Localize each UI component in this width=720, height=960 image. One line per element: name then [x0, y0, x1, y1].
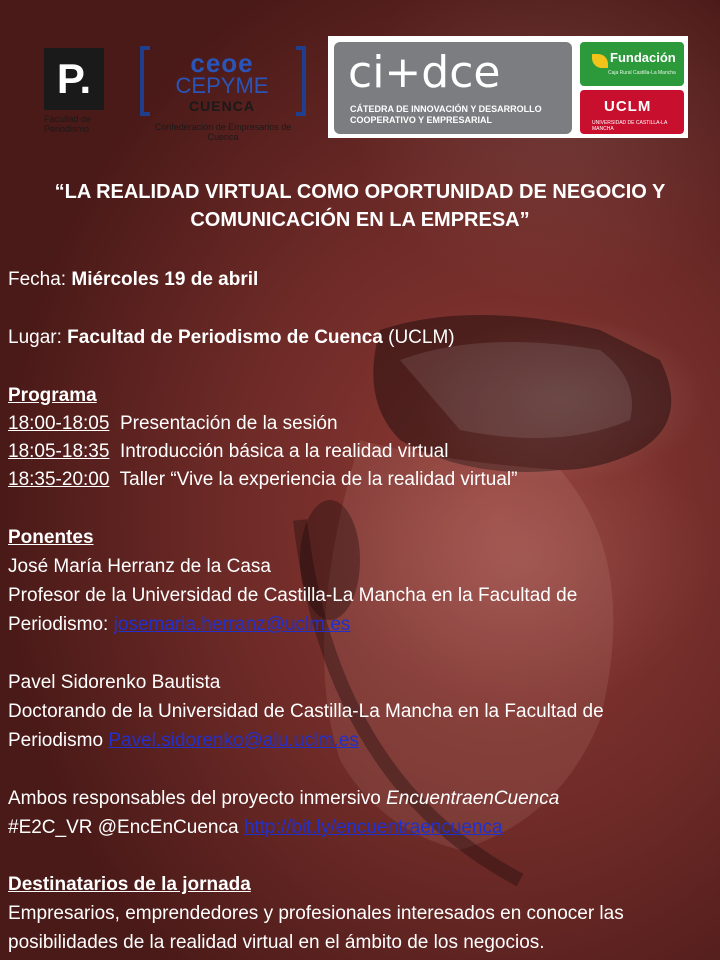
event-title: “LA REALIDAD VIRTUAL COMO OPORTUNIDAD DE NEGOCIO Y COMUNICACIÓN EN LA EMPRESA” — [54, 181, 666, 231]
proyecto-hashtags-line: #E2C_VR @EncEnCuenca http://bit.ly/encuentraencuenca — [8, 817, 503, 838]
cidce-fundacion-uclm-logos — [328, 36, 688, 138]
destinatarios-text: Empresarios, emprendedores y profesionales interesados en conocer las — [8, 903, 624, 924]
ponente-2-role-cont: Periodismo Pavel.sidorenko@alu.uclm.es — [8, 730, 359, 751]
proyecto-line: Ambos responsables del proyecto inmersivo EncuentraenCuenca — [8, 788, 560, 809]
ponente-1-role-cont: Periodismo: josemaria.herranz@uclm.es — [8, 614, 351, 635]
cidce-logo: ci+dce CÁTEDRA DE INNOVACIÓN Y DESARROLLO COOPERATIVO Y EMPRESARIAL — [334, 42, 572, 134]
fecha-line: Fecha: Miércoles 19 de abril — [8, 269, 259, 290]
ponente-2-role: Doctorando de la Universidad de Castilla-La Mancha en la Facultad de — [8, 701, 604, 722]
ceoe-cepyme-cuenca-logo: ceoe CEPYME CUENCA Confederación de Empresarios de Cuenca — [140, 46, 306, 138]
ponente-2-email-link[interactable]: Pavel.sidorenko@alu.uclm.es — [108, 730, 359, 751]
destinatarios-heading: Destinatarios de la jornada — [8, 874, 251, 895]
programa-heading: Programa — [8, 385, 97, 406]
ponente-1-name: José María Herranz de la Casa — [8, 556, 271, 577]
programa-item: 18:05-18:35 Introducción básica a la realidad virtual — [8, 441, 449, 462]
ponente-1-email-link[interactable]: josemaria.herranz@uclm.es — [113, 614, 351, 635]
ponente-1-role: Profesor de la Universidad de Castilla-La Mancha en la Facultad de — [8, 585, 578, 606]
destinatarios-text-cont: posibilidades de la realidad virtual en el ámbito de los negocios. — [8, 932, 545, 953]
programa-item: 18:00-18:05 Presentación de la sesión — [8, 413, 338, 434]
facultad-periodismo-logo: P. Facultad de Periodismo — [44, 48, 108, 140]
lugar-line: Lugar: Facultad de Periodismo de Cuenca (UCLM) — [8, 327, 455, 348]
fundacion-logo: Fundación Caja Rural Castilla-La Mancha — [580, 42, 684, 86]
leaf-icon — [592, 54, 608, 68]
programa-item: 18:35-20:00 Taller “Vive la experiencia de la realidad virtual” — [8, 469, 518, 490]
project-url-link[interactable]: http://bit.ly/encuentraencuenca — [243, 817, 503, 838]
ponente-2-name: Pavel Sidorenko Bautista — [8, 672, 221, 693]
ponentes-heading: Ponentes — [8, 527, 94, 548]
uclm-logo: UCLM UNIVERSIDAD DE CASTILLA-LA MANCHA — [580, 90, 684, 134]
